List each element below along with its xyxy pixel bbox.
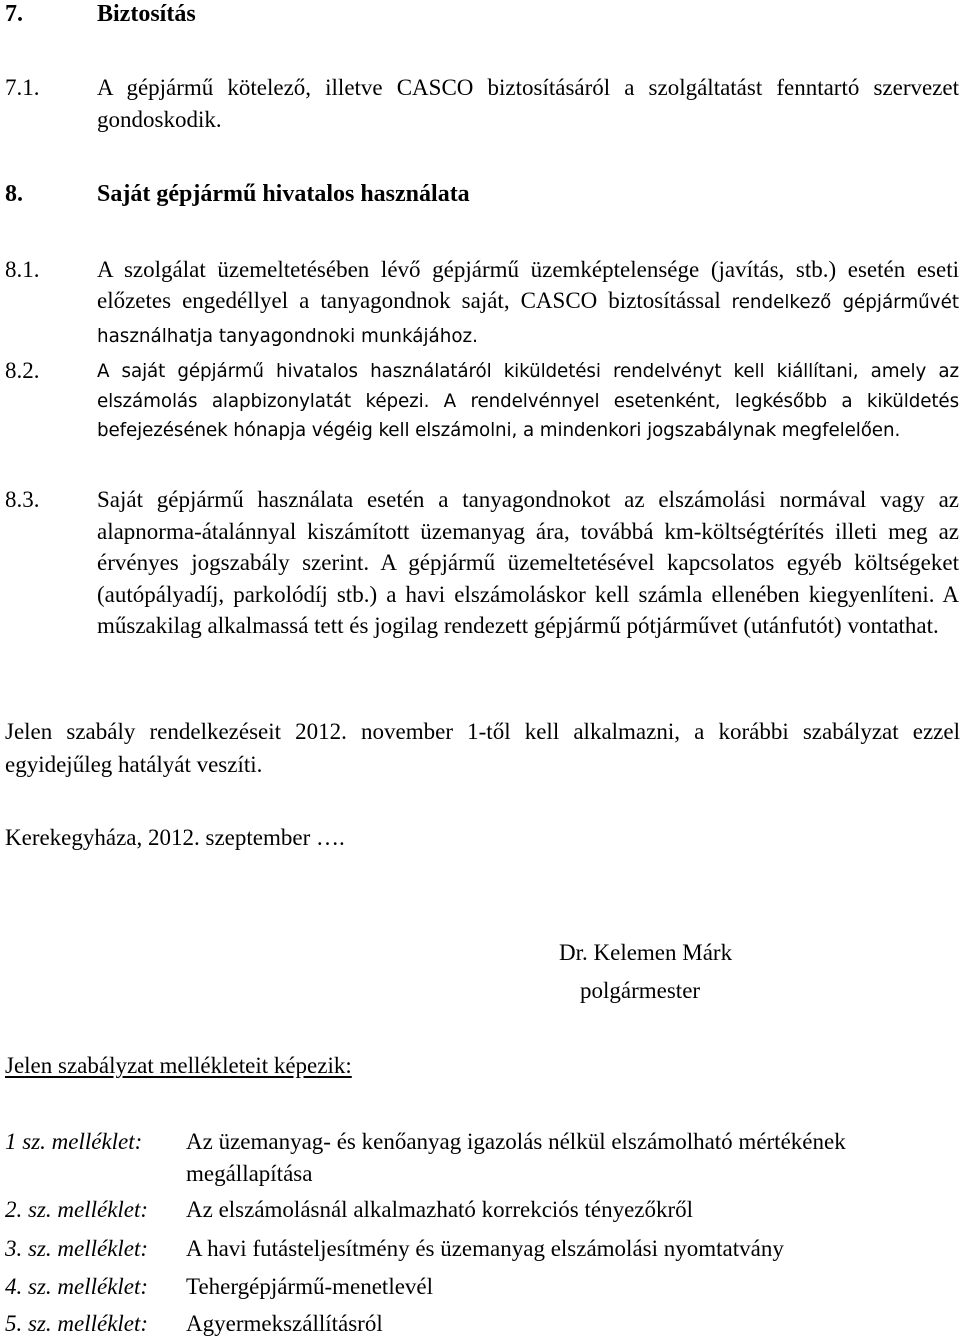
annexes-heading: Jelen szabályzat mellékleteit képezik: [5,1053,352,1078]
annex-5-label: 5. sz. melléklet: [5,1311,149,1336]
section-8-number: 8. [5,181,23,207]
annex-4-label: 4. sz. melléklet: [5,1274,149,1299]
item-8-1-text-part1: A szolgálat üzemeltetésében lévő gépjármű üzemképtelensége (javítás, stb.) esetén eseti előzetes engedéllyel a tanyagondnok saját, CASCO biztosítással [97,257,959,314]
section-8-title: Saját gépjármű hivatalos használata [97,181,470,207]
annex-5-text: Agyermekszállításról [186,1311,383,1336]
item-8-1-text-part2: rendelkező gépjárművét használhatja tanyagondnoki munkájához. [97,292,960,347]
item-8-2-number: 8.2. [5,358,40,383]
annex-3-text: A havi futásteljesítmény és üzemanyag elszámolási nyomtatvány [186,1236,784,1261]
item-7-1-text: A gépjármű kötelező, illetve CASCO biztosításáról a szolgáltatást fenntartó szervezet gondoskodik. [97,75,959,132]
signature-name: Dr. Kelemen Márk [559,940,733,965]
annex-1-text: Az üzemanyag- és kenőanyag igazolás nélkül elszámolható mértékének megállapítása [186,1129,846,1186]
annex-3-label: 3. sz. melléklet: [5,1236,149,1261]
item-8-3-text: Saját gépjármű használata esetén a tanyagondnokot az elszámolási normával vagy az alapnorma-átalánnyal kiszámított üzemanyag ára, továbbá km-költségtérítés illeti meg az érvényes jogszabály szerint. A gépjármű üzemeltetésével kapcsolatos egyéb költségeket (autópályadíj, parkolódíj stb.) a havi elszámoláskor kell számla ellenében kiegyenlíteni. A műszakilag alkalmassá tett és jogilag rendezett gépjármű pótjárművet (utánfutót) vontathat. [97,487,959,639]
item-8-1-text [97,254,959,352]
signature-title: polgármester [580,978,701,1003]
section-7-title: Biztosítás [97,1,196,27]
section-7-number: 7. [5,1,23,27]
item-8-1-number: 8.1. [5,257,40,282]
closing-paragraph: Jelen szabály rendelkezéseit 2012. november 1-től kell alkalmazni, a korábbi szabályzat ezzel egyidejűleg hatályát veszíti. [5,719,960,777]
item-8-3-number: 8.3. [5,487,40,512]
item-8-2-text: A saját gépjármű hivatalos használatáról kiküldetési rendelvényt kell kiállítani, amely az elszámolás alapbizonylatát képezi. A rendelvénnyel esetenként, legkésőbb a kiküldetés befejezésének hónapja végéig kell elszámolni, a mindenkori jogszabálynak megfelelően. [97,361,959,441]
place-date: Kerekegyháza, 2012. szeptember …. [5,825,345,850]
annex-1-label: 1 sz. melléklet: [5,1129,143,1154]
annex-2-label: 2. sz. melléklet: [5,1197,149,1222]
annex-2-text: Az elszámolásnál alkalmazható korrekciós tényezőkről [186,1197,694,1222]
annex-4-text: Tehergépjármű-menetlevél [186,1274,434,1299]
item-7-1-number: 7.1. [5,75,40,100]
